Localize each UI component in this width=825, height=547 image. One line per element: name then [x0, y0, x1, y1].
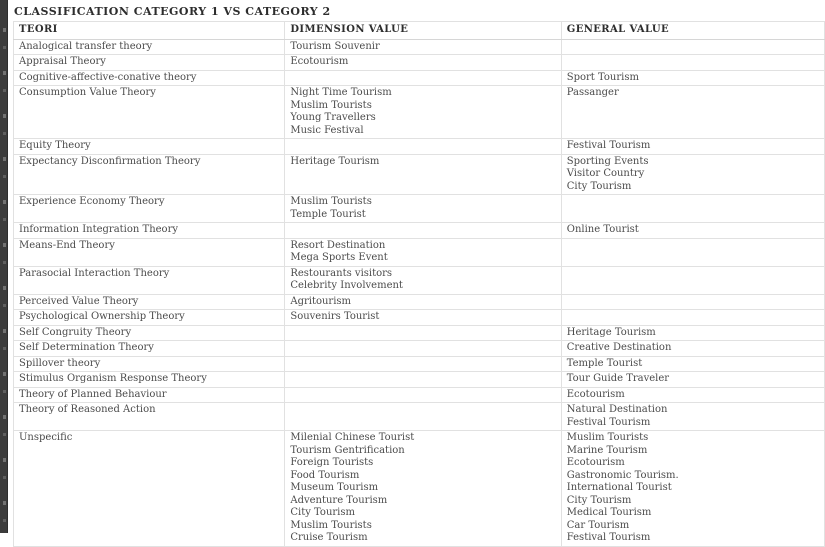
dimension-value-cell: [285, 266, 561, 294]
table-row: [14, 223, 825, 239]
cell-line: Self Determination Theory: [19, 342, 154, 353]
cell-line: Gastronomic Tourism.: [566, 469, 679, 481]
cell-line: Heritage Tourism: [290, 155, 380, 167]
background-window-edge: [0, 0, 8, 533]
table-row: [14, 39, 825, 55]
cell-line: Temple Tourist: [566, 357, 643, 369]
table-row: [14, 139, 825, 155]
cell-line: Muslim Tourists: [290, 196, 372, 207]
table-row: [14, 431, 825, 547]
general-value-cell: [561, 154, 824, 195]
cell-line: Perceived Value Theory: [19, 295, 139, 307]
cell-line: Means-End Theory: [19, 239, 115, 251]
cell-line: Marine Tourism: [566, 444, 648, 456]
teori-cell: [14, 341, 285, 357]
cell-line: Food Tourism: [290, 469, 360, 481]
general-value-cell: [561, 372, 824, 388]
teori-cell: [14, 387, 285, 403]
general-value-cell: [561, 238, 824, 266]
cell-line: Psychological Ownership Theory: [19, 311, 185, 322]
general-value-cell: [561, 55, 824, 71]
general-value-cell: [561, 387, 824, 403]
cell-line: Festival Tourism: [566, 532, 651, 543]
cell-line: Adventure Tourism: [290, 494, 388, 506]
cell-line: International Tourist: [566, 482, 672, 493]
cell-line: Self Congruity Theory: [19, 326, 132, 338]
table-row: [14, 341, 825, 357]
cell-line: Theory of Planned Behaviour: [19, 388, 167, 400]
table-body: [14, 39, 825, 546]
cell-line: Appraisal Theory: [19, 56, 106, 67]
general-value-cell: [561, 86, 824, 139]
dimension-value-cell: [285, 39, 561, 55]
dimension-value-cell: [285, 195, 561, 223]
cell-line: Festival Tourism: [566, 140, 651, 151]
general-value-cell: [561, 266, 824, 294]
teori-cell: [14, 238, 285, 266]
general-value-cell: [561, 356, 824, 372]
teori-cell: [14, 55, 285, 71]
dimension-value-cell: [285, 55, 561, 71]
cell-line: Muslim Tourists: [566, 432, 649, 443]
dimension-value-cell: [285, 341, 561, 357]
cell-line: Equity Theory: [19, 140, 91, 151]
dimension-value-cell: [285, 325, 561, 341]
cell-line: Passanger: [566, 87, 619, 98]
dimension-value-cell: [285, 86, 561, 139]
teori-cell: [14, 431, 285, 547]
content-area: [13, 0, 800, 547]
table-row: [14, 356, 825, 372]
cell-line: Car Tourism: [566, 519, 630, 531]
cell-line: City Tourism: [566, 180, 632, 192]
cell-line: Information Integration Theory: [19, 224, 178, 235]
teori-cell: [14, 223, 285, 239]
table-row: [14, 238, 825, 266]
cell-line: Experience Economy Theory: [19, 196, 165, 207]
dimension-value-cell: [285, 403, 561, 431]
background-window-texture: [3, 6, 6, 539]
dimension-value-cell: [285, 372, 561, 388]
cell-line: Theory of Reasoned Action: [19, 404, 156, 415]
general-value-cell: [561, 310, 824, 326]
cell-line: Music Festival: [290, 124, 364, 136]
dimension-value-cell: [285, 431, 561, 547]
general-value-cell: [561, 39, 824, 55]
cell-line: Museum Tourism: [290, 482, 379, 493]
cell-line: Muslim Tourists: [290, 99, 372, 111]
table-row: [14, 294, 825, 310]
cell-line: Heritage Tourism: [566, 326, 656, 338]
cell-line: Tourism Gentrification: [290, 444, 405, 456]
general-value-cell: [561, 294, 824, 310]
table-row: [14, 372, 825, 388]
general-value-cell: [561, 341, 824, 357]
cell-line: Resort Destination: [290, 239, 386, 251]
general-value-cell: [561, 223, 824, 239]
table-row: [14, 403, 825, 431]
dimension-value-cell: [285, 294, 561, 310]
cell-line: Cruise Tourism: [290, 532, 368, 543]
teori-cell: [14, 154, 285, 195]
teori-cell: [14, 372, 285, 388]
cell-line: Muslim Tourists: [290, 519, 372, 531]
cell-line: Creative Destination: [566, 342, 672, 353]
table-row: [14, 325, 825, 341]
general-value-cell: [561, 70, 824, 86]
teori-cell: [14, 325, 285, 341]
cell-line: Agritourism: [290, 295, 352, 307]
dimension-value-cell: [285, 238, 561, 266]
cell-line: Tour Guide Traveler: [566, 373, 670, 384]
cell-line: Ecotourism: [566, 388, 625, 400]
cell-line: Festival Tourism: [566, 416, 651, 428]
cell-line: Expectancy Disconfirmation Theory: [19, 155, 201, 167]
teori-cell: [14, 195, 285, 223]
teori-cell: [14, 403, 285, 431]
cell-line: Tourism Souvenir: [290, 40, 380, 52]
teori-cell: [14, 356, 285, 372]
table-row: [14, 86, 825, 139]
table-row: [14, 310, 825, 326]
cell-line: City Tourism: [566, 494, 632, 506]
cell-line: Consumption Value Theory: [19, 87, 156, 98]
general-value-cell: [561, 195, 824, 223]
column-header-dimension-value: DIMENSION VALUE: [285, 22, 561, 40]
dimension-value-cell: [285, 310, 561, 326]
teori-cell: [14, 139, 285, 155]
dimension-value-cell: [285, 154, 561, 195]
cell-line: Sport Tourism: [566, 71, 639, 83]
dimension-value-cell: [285, 139, 561, 155]
cell-line: Night Time Tourism: [290, 87, 392, 98]
dimension-value-cell: [285, 356, 561, 372]
general-value-cell: [561, 431, 824, 547]
cell-line: Cognitive-affective-conative theory: [19, 71, 197, 83]
dimension-value-cell: [285, 70, 561, 86]
general-value-cell: [561, 403, 824, 431]
cell-line: Young Travellers: [290, 112, 376, 123]
cell-line: Sporting Events: [566, 155, 649, 167]
teori-cell: [14, 310, 285, 326]
cell-line: Spillover theory: [19, 357, 101, 369]
cell-line: Ecotourism: [566, 457, 625, 468]
table-row: [14, 387, 825, 403]
teori-cell: [14, 39, 285, 55]
cell-line: Stimulus Organism Response Theory: [19, 373, 207, 384]
table-row: [14, 70, 825, 86]
page-title: CLASSIFICATION CATEGORY 1 VS CATEGORY 2: [14, 5, 331, 18]
cell-line: Milenial Chinese Tourist: [290, 432, 415, 443]
cell-line: Souvenirs Tourist: [290, 311, 380, 322]
general-value-cell: [561, 139, 824, 155]
cell-line: Foreign Tourists: [290, 457, 374, 468]
cell-line: Temple Tourist: [290, 208, 366, 220]
table-row: [14, 266, 825, 294]
table-row: [14, 55, 825, 71]
table-header: [14, 22, 825, 40]
table-row: [14, 195, 825, 223]
cell-line: Medical Tourism: [566, 507, 652, 518]
cell-line: Natural Destination: [566, 404, 668, 415]
teori-cell: [14, 266, 285, 294]
dimension-value-cell: [285, 387, 561, 403]
teori-cell: [14, 86, 285, 139]
cell-line: Visitor Country: [566, 168, 645, 179]
column-header-teori: TEORI: [14, 22, 285, 40]
table-row: [14, 154, 825, 195]
cell-line: Parasocial Interaction Theory: [19, 267, 170, 279]
classification-table: [13, 21, 825, 547]
cell-line: Ecotourism: [290, 56, 349, 67]
cell-line: Restourants visitors: [290, 267, 393, 279]
cell-line: Celebrity Involvement: [290, 280, 403, 291]
teori-cell: [14, 294, 285, 310]
cell-line: Analogical transfer theory: [19, 40, 153, 52]
cell-line: Unspecific: [19, 432, 73, 443]
dimension-value-cell: [285, 223, 561, 239]
cell-line: Mega Sports Event: [290, 252, 388, 263]
teori-cell: [14, 70, 285, 86]
table-header-row: [14, 22, 825, 40]
general-value-cell: [561, 325, 824, 341]
column-header-general-value: GENERAL VALUE: [561, 22, 824, 40]
cell-line: Online Tourist: [566, 224, 639, 235]
cell-line: City Tourism: [290, 507, 355, 518]
